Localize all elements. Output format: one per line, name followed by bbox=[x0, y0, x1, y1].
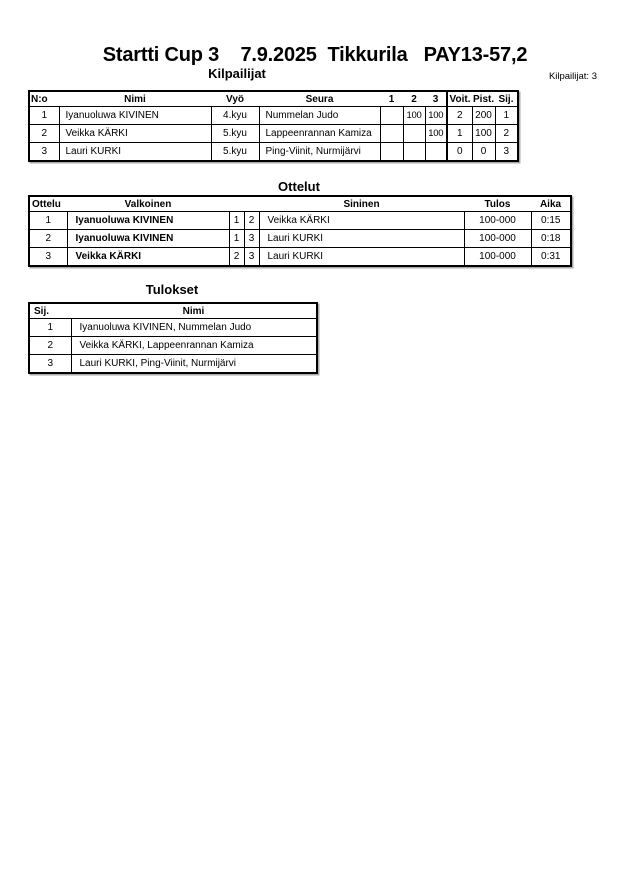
table-cell: 2 bbox=[244, 212, 259, 230]
tulokset-body bbox=[29, 319, 317, 374]
ottelut-header-row bbox=[29, 196, 571, 212]
table-cell: 100-000 bbox=[464, 248, 531, 267]
table-cell: Iyanuoluwa KIVINEN bbox=[67, 230, 229, 248]
table-cell: Nummelan Judo bbox=[259, 107, 380, 125]
table-cell: 3 bbox=[29, 248, 67, 267]
table-cell: 5.kyu bbox=[211, 143, 259, 162]
table-cell: Lauri KURKI bbox=[259, 248, 464, 267]
table-cell: 1 bbox=[495, 107, 518, 125]
column-header bbox=[244, 196, 259, 212]
table-cell: 0:18 bbox=[531, 230, 571, 248]
column-header: Sininen bbox=[259, 196, 464, 212]
kilpailijat-body bbox=[29, 107, 518, 162]
header-row bbox=[29, 196, 571, 212]
table-cell: 3 bbox=[495, 143, 518, 162]
table-cell: 1 bbox=[229, 230, 244, 248]
section-title-kilpailijat: Kilpailijat bbox=[208, 66, 266, 81]
table-cell: Iyanuoluwa KIVINEN, Nummelan Judo bbox=[71, 319, 317, 337]
table-cell: 100 bbox=[425, 125, 447, 143]
table-cell: 100 bbox=[425, 107, 447, 125]
table-cell bbox=[380, 107, 403, 125]
column-header: 2 bbox=[403, 91, 425, 107]
table-cell bbox=[403, 125, 425, 143]
competitor-count-label: Kilpailijat: 3 bbox=[548, 71, 597, 82]
table-cell: 0:15 bbox=[531, 212, 571, 230]
table-cell: 1 bbox=[229, 212, 244, 230]
table-cell: 3 bbox=[29, 355, 71, 374]
kilpailijat-table bbox=[28, 90, 519, 162]
table-row bbox=[29, 143, 518, 162]
column-header: Tulos bbox=[464, 196, 531, 212]
table-cell: Veikka KÄRKI bbox=[259, 212, 464, 230]
table-cell: 1 bbox=[29, 107, 59, 125]
table-row bbox=[29, 212, 571, 230]
table-cell: 200 bbox=[472, 107, 495, 125]
table-cell: Iyanuoluwa KIVINEN bbox=[67, 212, 229, 230]
table-row bbox=[29, 319, 317, 337]
section-title-ottelut: Ottelut bbox=[278, 179, 320, 194]
ottelut-table bbox=[28, 195, 572, 267]
column-header: 1 bbox=[380, 91, 403, 107]
section-title-tulokset: Tulokset bbox=[145, 282, 199, 297]
column-header: Ottelu bbox=[29, 196, 67, 212]
table-cell bbox=[380, 143, 403, 162]
table-cell bbox=[380, 125, 403, 143]
column-header: 3 bbox=[425, 91, 447, 107]
column-header: Voit. bbox=[447, 91, 472, 107]
table-cell: Lauri KURKI bbox=[259, 230, 464, 248]
table-cell: 100 bbox=[472, 125, 495, 143]
table-row bbox=[29, 355, 317, 374]
table-cell: Lauri KURKI bbox=[59, 143, 211, 162]
column-header: Sij. bbox=[29, 303, 71, 319]
tulokset-header-row bbox=[29, 303, 317, 319]
table-cell bbox=[403, 143, 425, 162]
table-row bbox=[29, 248, 571, 267]
table-cell: Veikka KÄRKI bbox=[59, 125, 211, 143]
kilpailijat-header-row bbox=[29, 91, 518, 107]
table-cell: Lappeenrannan Kamiza bbox=[259, 125, 380, 143]
table-cell: Veikka KÄRKI bbox=[67, 248, 229, 267]
column-header: N:o bbox=[29, 91, 59, 107]
table-cell bbox=[425, 143, 447, 162]
table-cell: 100-000 bbox=[464, 230, 531, 248]
table-cell: 0 bbox=[447, 143, 472, 162]
table-cell: 1 bbox=[29, 212, 67, 230]
table-cell: 0 bbox=[472, 143, 495, 162]
document-title: Startti Cup 3 7.9.2025 Tikkurila PAY13-57,2 bbox=[102, 44, 528, 66]
table-cell: 2 bbox=[29, 125, 59, 143]
table-cell: 1 bbox=[447, 125, 472, 143]
table-cell: 2 bbox=[447, 107, 472, 125]
table-cell: 2 bbox=[229, 248, 244, 267]
table-cell: Lauri KURKI, Ping-Viinit, Nurmijärvi bbox=[71, 355, 317, 374]
column-header: Aika bbox=[531, 196, 571, 212]
table-cell: 2 bbox=[29, 230, 67, 248]
column-header bbox=[229, 196, 244, 212]
table-cell: 3 bbox=[244, 230, 259, 248]
column-header: Nimi bbox=[71, 303, 317, 319]
table-row bbox=[29, 125, 518, 143]
column-header: Valkoinen bbox=[67, 196, 229, 212]
table-cell: 3 bbox=[244, 248, 259, 267]
table-row bbox=[29, 107, 518, 125]
column-header: Sij. bbox=[495, 91, 518, 107]
table-cell: Veikka KÄRKI, Lappeenrannan Kamiza bbox=[71, 337, 317, 355]
table-cell: Ping-Viinit, Nurmijärvi bbox=[259, 143, 380, 162]
header-row bbox=[29, 303, 317, 319]
column-header: Pist. bbox=[472, 91, 495, 107]
table-cell: 1 bbox=[29, 319, 71, 337]
table-cell: 2 bbox=[29, 337, 71, 355]
table-row bbox=[29, 337, 317, 355]
table-cell: 100 bbox=[403, 107, 425, 125]
table-cell: 3 bbox=[29, 143, 59, 162]
ottelut-body bbox=[29, 212, 571, 267]
table-cell: 4.kyu bbox=[211, 107, 259, 125]
tulokset-table bbox=[28, 302, 318, 374]
table-cell: Iyanuoluwa KIVINEN bbox=[59, 107, 211, 125]
table-cell: 5.kyu bbox=[211, 125, 259, 143]
column-header: Vyö bbox=[211, 91, 259, 107]
table-cell: 0:31 bbox=[531, 248, 571, 267]
column-header: Seura bbox=[259, 91, 380, 107]
table-cell: 2 bbox=[495, 125, 518, 143]
table-cell: 100-000 bbox=[464, 212, 531, 230]
header-row bbox=[29, 91, 518, 107]
table-row bbox=[29, 230, 571, 248]
column-header: Nimi bbox=[59, 91, 211, 107]
